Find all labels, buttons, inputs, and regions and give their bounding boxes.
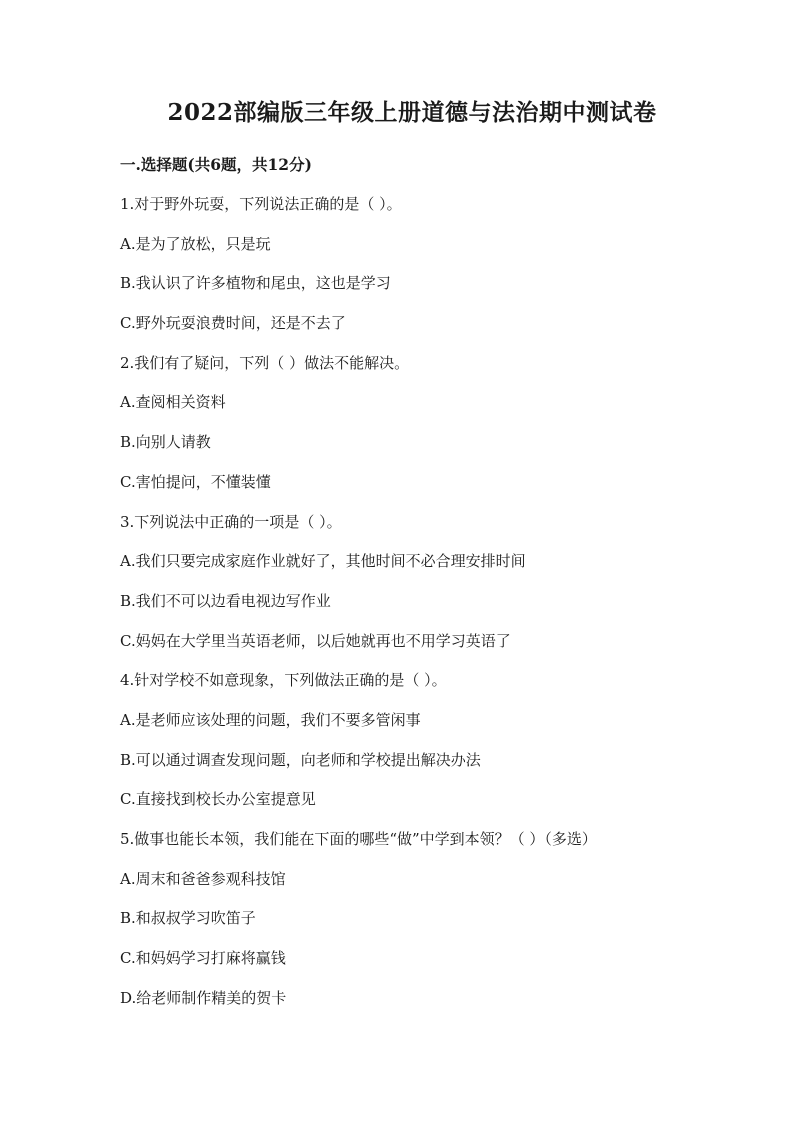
question-stem: 1.对于野外玩耍，下列说法正确的是（ ）。 bbox=[120, 195, 402, 213]
option-c: C.和妈妈学习打麻将赢钱 bbox=[120, 949, 286, 968]
option-a: A.是为了放松，只是玩 bbox=[120, 234, 271, 253]
question-2 bbox=[120, 344, 704, 503]
option-b: B.可以通过调查发现问题，向老师和学校提出解决办法 bbox=[120, 750, 481, 769]
option-a: A.我们只要完成家庭作业就好了，其他时间不必合理安排时间 bbox=[120, 552, 526, 571]
option-a: A.是老师应该处理的问题，我们不要多管闲事 bbox=[120, 710, 421, 729]
option-b: B.和叔叔学习吹笛子 bbox=[120, 909, 256, 928]
option-a: A.周末和爸爸参观科技馆 bbox=[120, 869, 286, 888]
question-3 bbox=[120, 503, 704, 662]
option-c: C.直接找到校长办公室提意见 bbox=[120, 790, 316, 809]
question-1 bbox=[120, 185, 704, 344]
page-title: 2022部编版三年级上册道德与法治期中测试卷 bbox=[167, 99, 657, 126]
question-5 bbox=[120, 820, 704, 1018]
option-b: B.我认识了许多植物和尾虫，这也是学习 bbox=[120, 274, 391, 293]
option-d: D.给老师制作精美的贺卡 bbox=[120, 988, 287, 1007]
option-a: A.查阅相关资料 bbox=[120, 393, 226, 412]
option-c: C.妈妈在大学里当英语老师，以后她就再也不用学习英语了 bbox=[120, 631, 511, 650]
question-stem: 2.我们有了疑问，下列（ ）做法不能解决。 bbox=[120, 353, 410, 372]
option-c: C.害怕提问，不懂装懂 bbox=[120, 472, 271, 491]
question-stem: 5.做事也能长本领，我们能在下面的哪些“做”中学到本领？（ ）（多选） bbox=[120, 830, 597, 848]
option-b: B.我们不可以边看电视边写作业 bbox=[120, 591, 331, 610]
option-c: C.野外玩耍浪费时间，还是不去了 bbox=[120, 314, 346, 333]
option-b: B.向别人请教 bbox=[120, 433, 211, 452]
question-stem: 3.下列说法中正确的一项是（ ）。 bbox=[120, 512, 342, 531]
question-4 bbox=[120, 661, 704, 820]
section-heading: 一.选择题(共6题，共12分) bbox=[120, 155, 312, 174]
question-stem: 4.针对学校不如意现象，下列做法正确的是（ ）。 bbox=[120, 671, 447, 690]
